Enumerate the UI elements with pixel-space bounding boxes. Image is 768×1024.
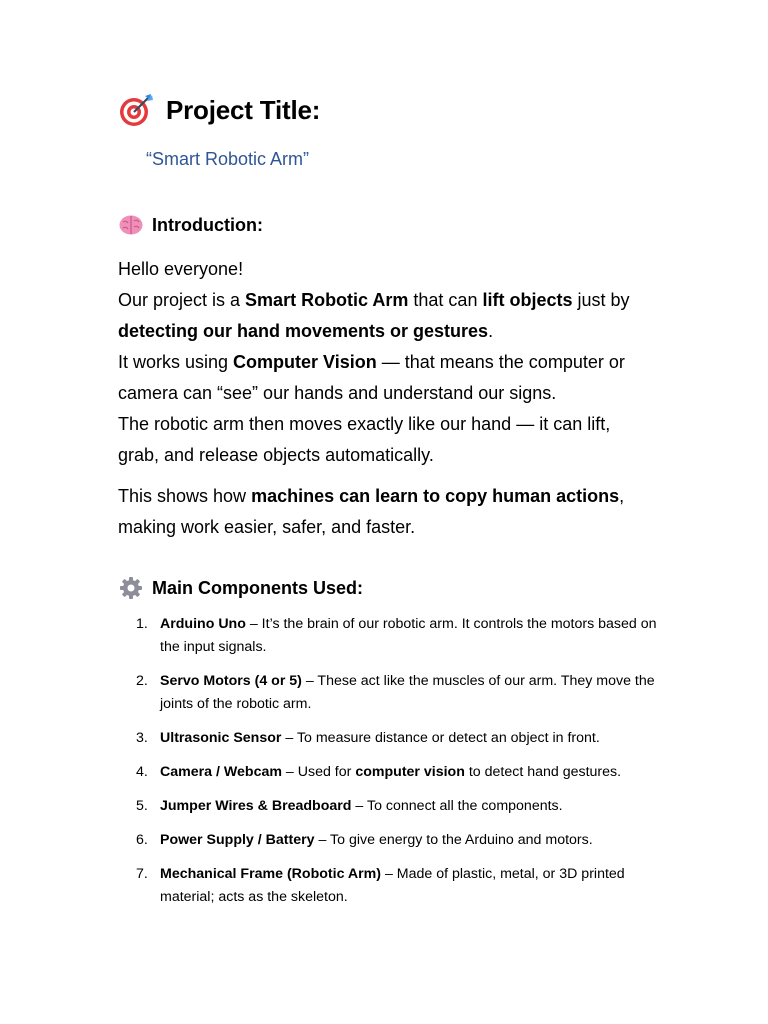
bold-text: Smart Robotic Arm xyxy=(245,290,409,310)
list-number: 4. xyxy=(136,764,148,780)
list-number: 3. xyxy=(136,730,148,746)
text-run: – Made of plastic, metal, or 3D printed material; acts as the skeleton. xyxy=(160,866,625,905)
component-item xyxy=(118,613,658,659)
text-run: — that means the computer or camera can “see” our hands and understand our signs. xyxy=(118,352,625,403)
bold-text: Mechanical Frame (Robotic Arm) xyxy=(160,866,382,882)
text-run: to detect hand gestures. xyxy=(464,764,622,780)
text-run: The robotic arm then moves exactly like our hand — it can lift, grab, and release objects automatically. xyxy=(118,414,611,465)
bold-text: Jumper Wires & Breadboard xyxy=(160,798,352,814)
introduction-heading: Introduction: xyxy=(152,214,263,235)
introduction-heading-row xyxy=(118,212,263,238)
text-run: – Used for xyxy=(281,764,356,780)
component-item xyxy=(118,795,658,818)
text-run: It works using xyxy=(118,352,234,372)
list-number: 2. xyxy=(136,673,148,689)
project-title: Project Title: xyxy=(166,94,321,125)
introduction-paragraph-1 xyxy=(118,254,648,471)
component-item xyxy=(118,863,658,909)
bold-text: computer vision xyxy=(355,764,465,780)
list-number: 1. xyxy=(136,616,148,632)
bold-text: Arduino Uno xyxy=(160,616,246,632)
text-run: – It’s the brain of our robotic arm. It controls the motors based on the input signals. xyxy=(160,616,657,655)
component-item xyxy=(118,829,658,852)
text-run: – To give energy to the Arduino and motors. xyxy=(314,832,593,848)
text-run: Hello everyone! xyxy=(118,259,244,279)
bold-text: Servo Motors (4 or 5) xyxy=(160,673,302,689)
text-run: . xyxy=(488,321,494,341)
text-run: – To measure distance or detect an object in front. xyxy=(281,730,600,746)
list-number: 7. xyxy=(136,866,148,882)
text-run: that can xyxy=(408,290,483,310)
bold-text: Power Supply / Battery xyxy=(160,832,315,848)
bold-text: lift objects xyxy=(482,290,573,310)
component-item xyxy=(118,761,658,784)
text-run: This shows how xyxy=(118,486,252,506)
component-item xyxy=(118,727,658,750)
list-number: 6. xyxy=(136,832,148,848)
bold-text: Computer Vision xyxy=(233,352,377,372)
components-heading-row xyxy=(118,575,363,601)
bold-text: Ultrasonic Sensor xyxy=(160,730,282,746)
target-icon xyxy=(118,92,154,128)
text-run: just by xyxy=(572,290,630,310)
introduction-paragraph-2 xyxy=(118,481,648,543)
component-item xyxy=(118,670,658,716)
bold-text: machines can learn to copy human actions xyxy=(251,486,620,506)
text-run: – To connect all the components. xyxy=(351,798,563,814)
text-run: – These act like the muscles of our arm. They move the joints of the robotic arm. xyxy=(160,673,655,712)
bold-text: Camera / Webcam xyxy=(160,764,282,780)
project-subtitle: “Smart Robotic Arm” xyxy=(146,149,310,169)
text-run: , making work easier, safer, and faster. xyxy=(118,486,625,537)
gear-icon xyxy=(118,575,144,601)
introduction-body xyxy=(118,254,648,543)
components-heading: Main Components Used: xyxy=(152,577,364,598)
components-list xyxy=(118,613,658,920)
list-number: 5. xyxy=(136,798,148,814)
brain-icon xyxy=(118,212,144,238)
text-run: Our project is a xyxy=(118,290,246,310)
bold-text: detecting our hand movements or gestures xyxy=(118,321,489,341)
project-title-row xyxy=(118,92,320,128)
